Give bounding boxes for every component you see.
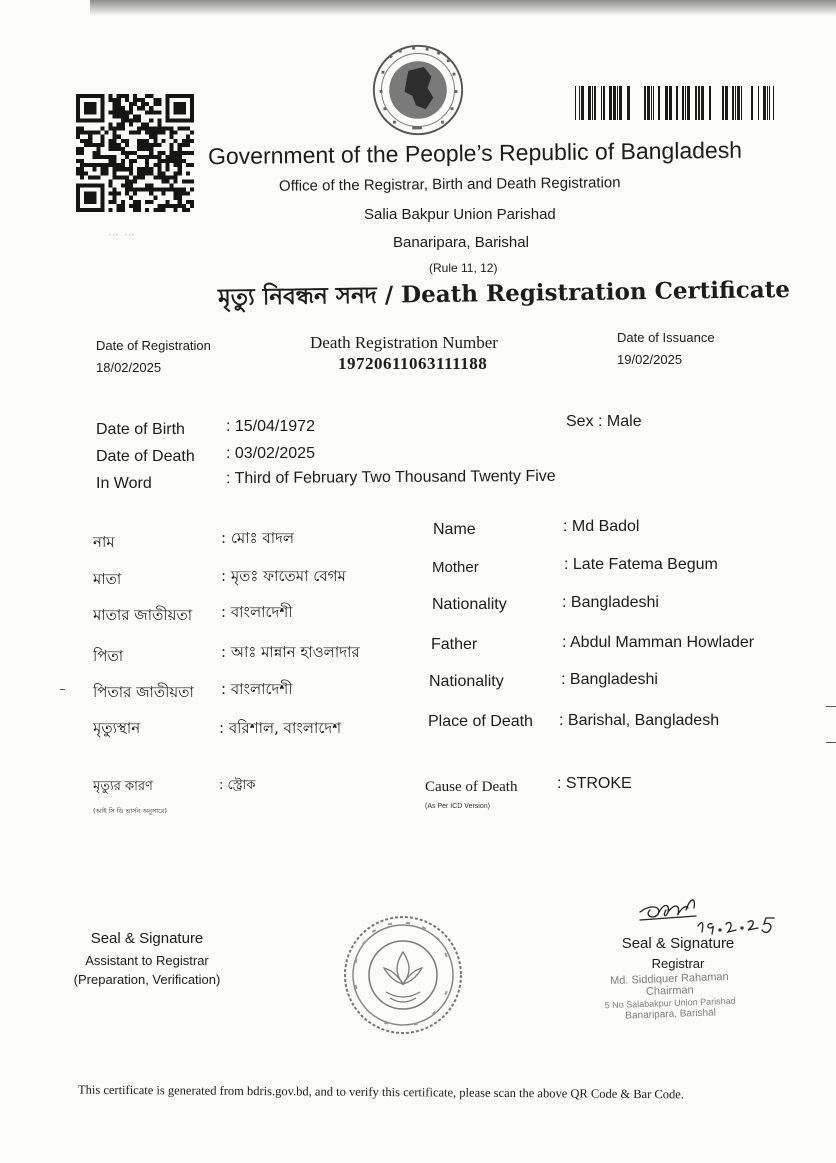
scan-shadow (90, 0, 836, 16)
en-father-value: : Abdul Mamman Howlader (562, 634, 755, 651)
qr-caption: ⋯ ⋯ (108, 229, 137, 241)
bn-father-nationality-value: : বাংলাদেশী (221, 680, 293, 698)
in-word-value: : Third of February Two Thousand Twenty Five (225, 467, 556, 488)
bn-father-value: : আঃ মান্নান হাওলাদার (221, 643, 360, 661)
dod-label: Date of Death (96, 448, 195, 465)
en-mother-value: : Late Fatema Begum (564, 556, 718, 573)
in-word-label: In Word (96, 475, 152, 492)
bn-father-nationality-label: পিতার জাতীয়তা (93, 683, 194, 701)
assistant-role: Assistant to Registrar (85, 953, 209, 968)
verification-footer: This certificate is generated from bdris.gov.bd, and to verify this certificate, please scan the above QR Code & Bar Code. (77, 1082, 684, 1102)
assistant-signature-block (62, 930, 232, 987)
registration-date-value: 18/02/2025 (96, 360, 162, 375)
stamp-line: 5 No Salabakpur Union Parishad (604, 995, 736, 1011)
bn-mother-value: : মৃতঃ ফাতেমা বেগম (221, 567, 346, 585)
bn-name-value: : মোঃ বাদল (221, 529, 295, 547)
sex-value: Sex : Male (566, 413, 642, 430)
assistant-role-note: (Preparation, Verification) (73, 972, 221, 987)
union-parishad-seal-icon (340, 912, 466, 1038)
en-mother-label: Mother (432, 559, 479, 576)
en-cause-note: (As Per ICD Version) (425, 803, 490, 810)
dob-label: Date of Birth (96, 421, 185, 438)
bn-name-label: নাম (93, 533, 115, 551)
government-emblem-icon (370, 42, 466, 138)
bn-place-label: মৃত্যুস্থান (93, 719, 141, 737)
registrar-signature-title: Seal & Signature (621, 935, 735, 952)
dod-value: : 03/02/2025 (226, 445, 315, 462)
dob-value: : 15/04/1972 (226, 418, 315, 435)
rule-reference: (Rule 11, 12) (429, 261, 498, 275)
en-name-value: : Md Badol (563, 518, 640, 535)
registration-number-label: Death Registration Number (310, 333, 498, 352)
registrar-role: Registrar (651, 956, 705, 971)
en-father-nationality-label: Nationality (429, 673, 504, 690)
en-cause-label: Cause of Death (425, 779, 518, 795)
en-place-label: Place of Death (428, 713, 533, 730)
certificate-title: মৃত্যু নিবন্ধন সনদ / Death Registration Certificate (217, 276, 791, 311)
bn-cause-note: (আই সি ডি ভার্সন অনুসারে) (93, 807, 167, 815)
stamp-line: Banaripara, Barishal (625, 1007, 717, 1022)
barcode-icon (572, 86, 782, 120)
bn-cause-label: মৃত্যুর কারণ (93, 779, 153, 794)
en-father-label: Father (431, 636, 478, 653)
edge-mark (826, 706, 836, 707)
bn-cause-value: : স্ট্রোক (219, 778, 256, 793)
assistant-signature-title: Seal & Signature (90, 930, 204, 947)
bn-place-value: : বরিশাল, বাংলাদেশ (219, 719, 342, 737)
registrar-signature-block (603, 935, 753, 971)
issuance-date-value: 19/02/2025 (617, 352, 683, 367)
en-place-value: : Barishal, Bangladesh (559, 712, 720, 729)
en-cause-value: : STROKE (557, 775, 632, 792)
edge-mark (60, 689, 65, 690)
bn-mother-nationality-value: : বাংলাদেশী (221, 603, 293, 621)
bn-mother-label: মাতা (93, 570, 122, 588)
registration-number-value: 19720611063111188 (338, 354, 488, 373)
edge-mark (826, 742, 836, 743)
bn-mother-nationality-label: মাতার জাতীয়তা (93, 606, 193, 624)
bn-father-label: পিতা (93, 647, 124, 665)
office-title: Office of the Registrar, Birth and Death Registration (278, 174, 621, 195)
stamp-line: Md. Siddiquer Rahaman (609, 970, 729, 988)
registrar-rubber-stamp (585, 970, 755, 1024)
union-name: Salia Bakpur Union Parishad (364, 206, 556, 223)
en-father-nationality-value: : Bangladeshi (561, 671, 658, 688)
stamp-line: Chairman (645, 984, 694, 998)
en-mother-nationality-label: Nationality (432, 596, 507, 613)
en-mother-nationality-value: : Bangladeshi (562, 594, 659, 611)
issuance-date-label: Date of Issuance (617, 330, 715, 345)
en-name-label: Name (433, 521, 476, 538)
registration-date-label: Date of Registration (96, 338, 211, 353)
government-title: Government of the People’s Republic of Bangladesh (207, 136, 743, 170)
district-name: Banaripara, Barishal (393, 234, 529, 251)
qr-code-icon (76, 94, 194, 212)
